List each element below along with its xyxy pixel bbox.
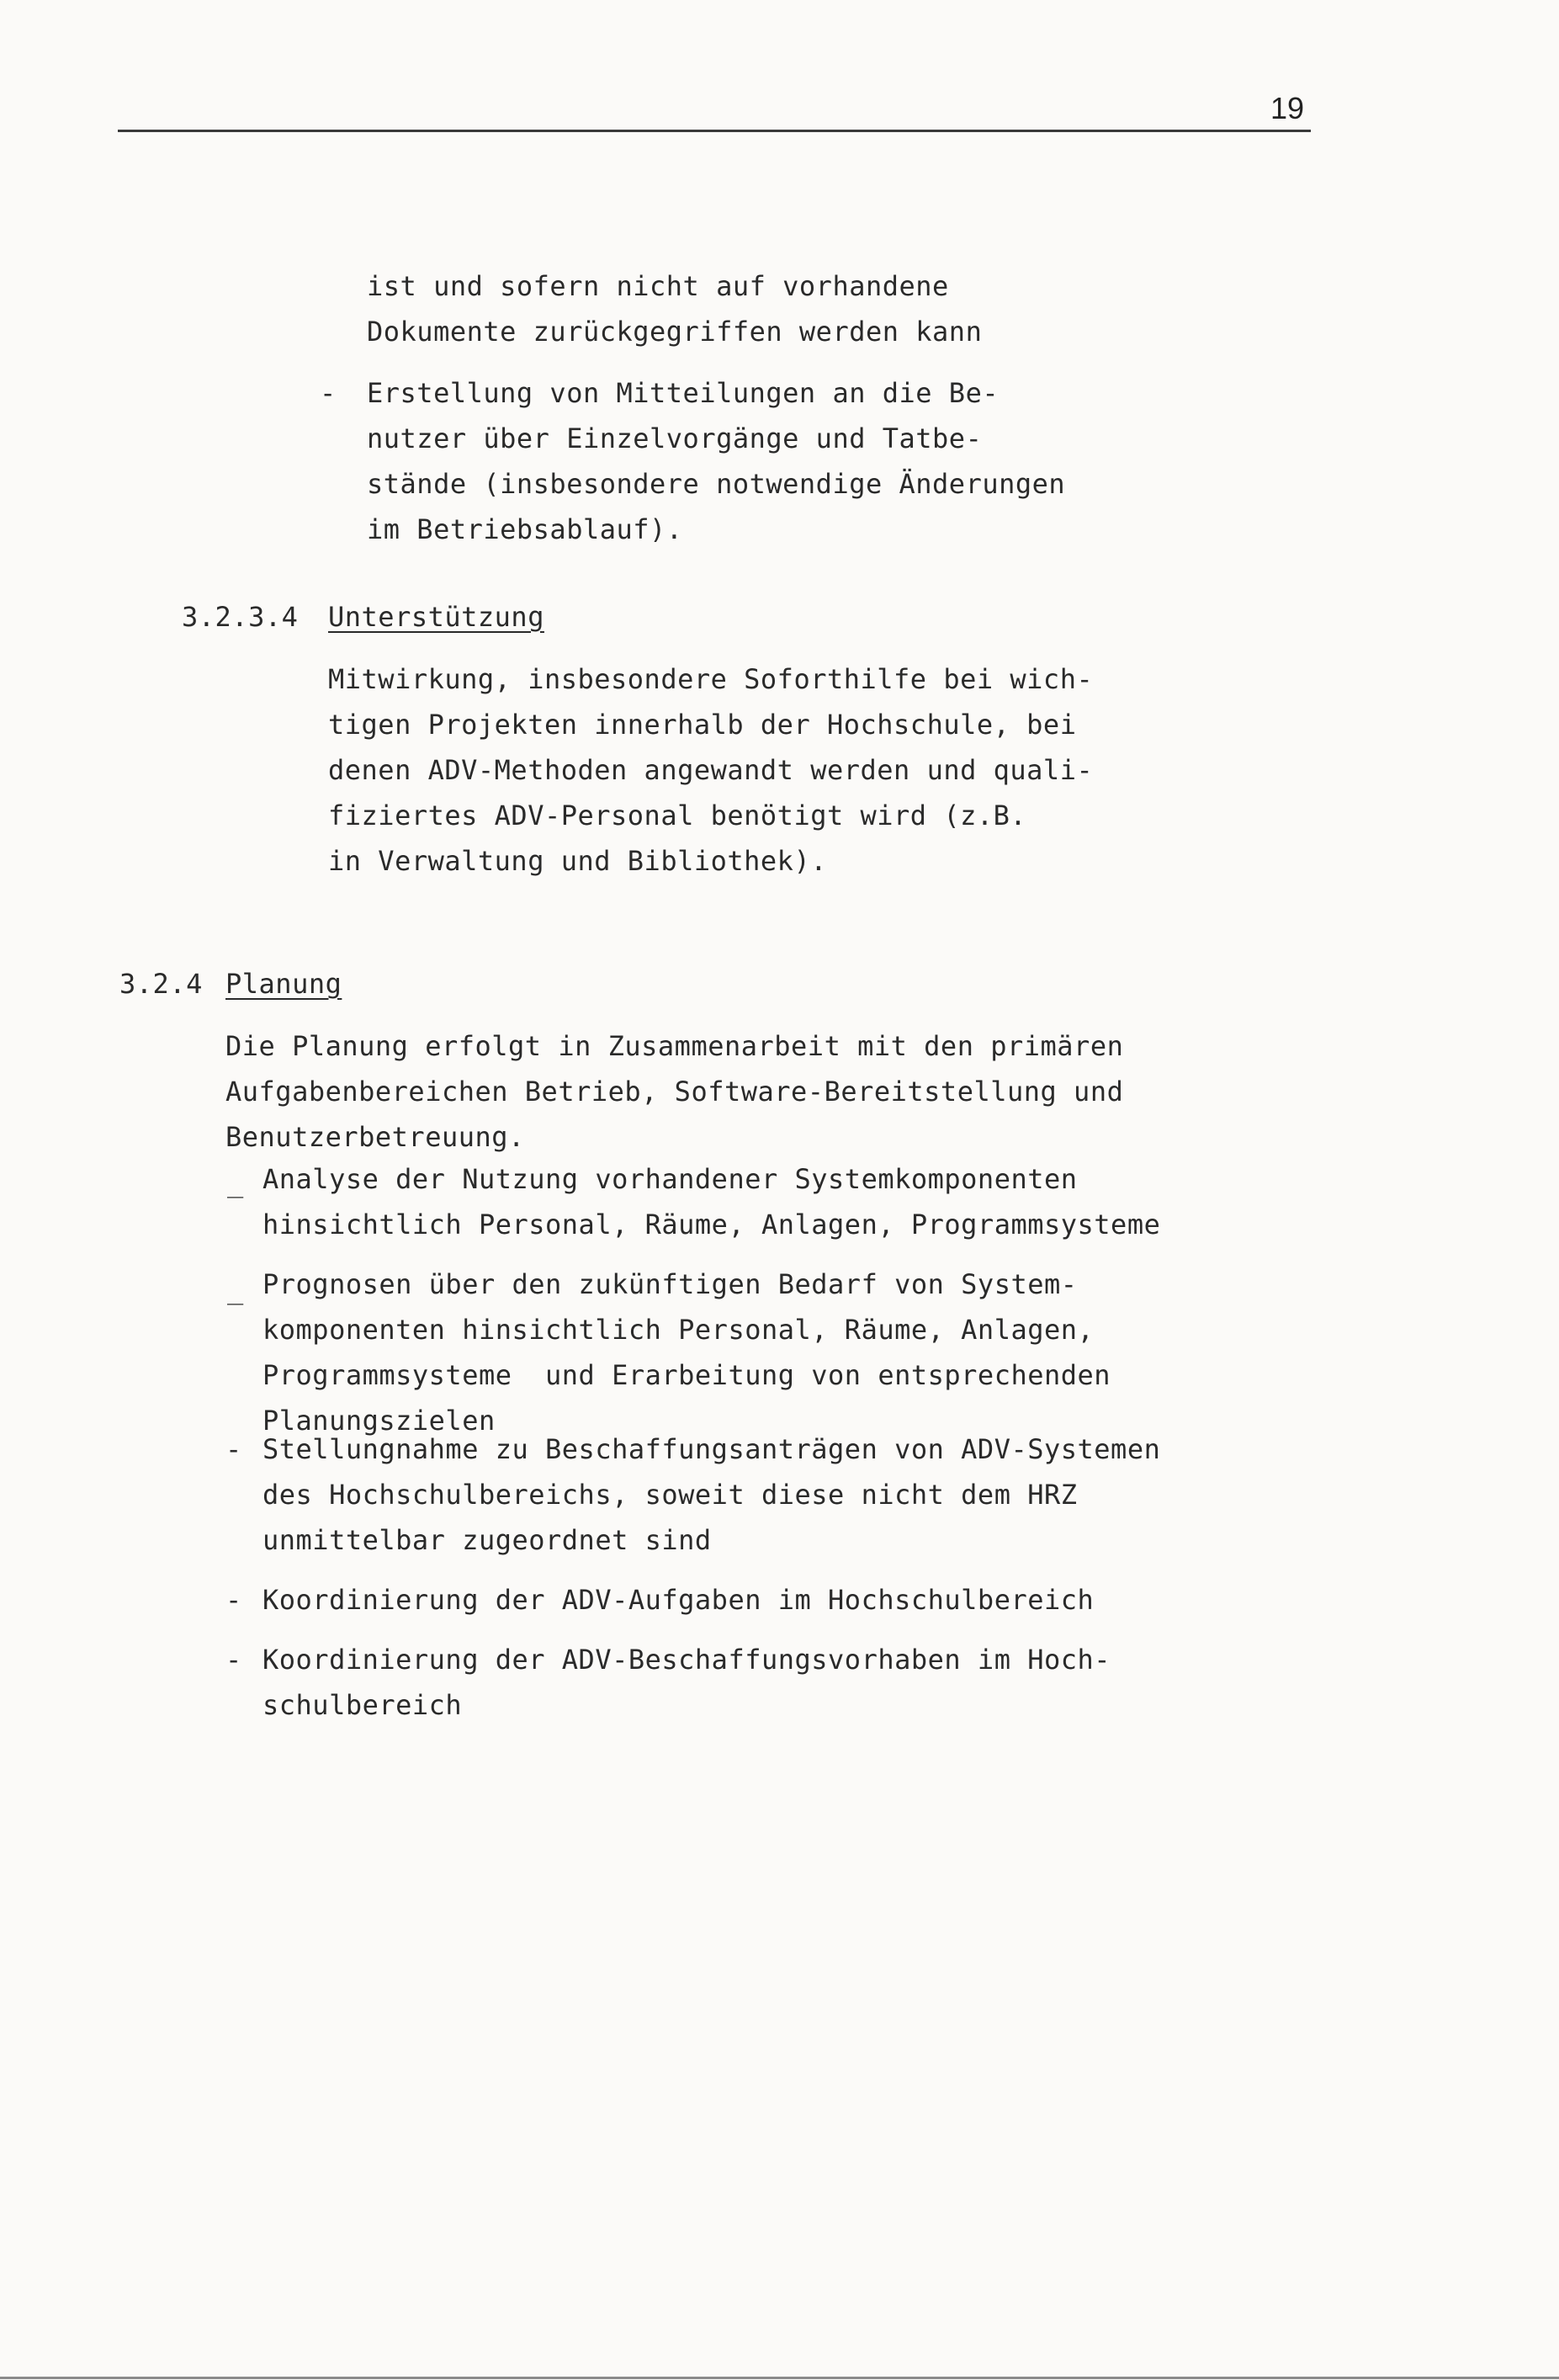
- text-line: Prognosen über den zukünftigen Bedarf von System-: [262, 1268, 1078, 1300]
- text-line: Dokumente zurückgegriffen werden kann: [367, 316, 983, 348]
- text-line: in Verwaltung und Bibliothek).: [328, 845, 827, 877]
- section-title: Planung: [225, 968, 342, 1000]
- text-line: Aufgabenbereichen Betrieb, Software-Bereitstellung und: [225, 1076, 1124, 1108]
- list-bullet: -: [225, 1644, 242, 1676]
- text-line: nutzer über Einzelvorgänge und Tatbe-: [367, 422, 983, 454]
- text-line: fiziertes ADV-Personal benötigt wird (z.B.: [328, 800, 1027, 831]
- text-line: komponenten hinsichtlich Personal, Räume, Anlagen,: [262, 1314, 1095, 1346]
- list-bullet: -: [320, 377, 337, 409]
- text-line: schulbereich: [262, 1689, 463, 1721]
- text-line: hinsichtlich Personal, Räume, Anlagen, Programmsysteme: [262, 1209, 1161, 1240]
- text-line: Planungszielen: [262, 1405, 496, 1437]
- header-rule: [118, 130, 1311, 132]
- text-line: im Betriebsablauf).: [367, 513, 683, 545]
- list-bullet: _: [227, 1166, 244, 1198]
- text-line: tigen Projekten innerhalb der Hochschule, bei: [328, 709, 1077, 741]
- text-line: Mitwirkung, insbesondere Soforthilfe bei wich-: [328, 663, 1094, 695]
- text-line: Koordinierung der ADV-Beschaffungsvorhaben im Hoch-: [262, 1644, 1111, 1676]
- text-line: Benutzerbetreuung.: [225, 1121, 525, 1153]
- text-line: unmittelbar zugeordnet sind: [262, 1524, 712, 1556]
- page-number: 19: [1270, 91, 1305, 125]
- text-line: Programmsysteme und Erarbeitung von entsprechenden: [262, 1359, 1111, 1391]
- text-line: des Hochschulbereichs, soweit diese nicht dem HRZ: [262, 1479, 1078, 1511]
- bottom-rule: [0, 2377, 1559, 2379]
- text-line: Stellungnahme zu Beschaffungsanträgen von ADV-Systemen: [262, 1433, 1161, 1465]
- text-line: Die Planung erfolgt in Zusammenarbeit mit den primären: [225, 1030, 1124, 1062]
- text-line: Analyse der Nutzung vorhandener Systemkomponenten: [262, 1163, 1078, 1195]
- text-line: stände (insbesondere notwendige Änderungen: [367, 468, 1066, 500]
- text-line: Erstellung von Mitteilungen an die Be-: [367, 377, 1000, 409]
- text-line: denen ADV-Methoden angewandt werden und quali-: [328, 754, 1094, 786]
- text-line: ist und sofern nicht auf vorhandene: [367, 270, 949, 302]
- list-bullet: -: [225, 1584, 242, 1616]
- text-line: Koordinierung der ADV-Aufgaben im Hochschulbereich: [262, 1584, 1095, 1616]
- section-number: 3.2.3.4: [182, 601, 299, 633]
- section-number: 3.2.4: [119, 968, 203, 1000]
- section-title: Unterstützung: [328, 601, 544, 633]
- list-bullet: -: [225, 1433, 242, 1465]
- list-bullet: _: [227, 1273, 244, 1305]
